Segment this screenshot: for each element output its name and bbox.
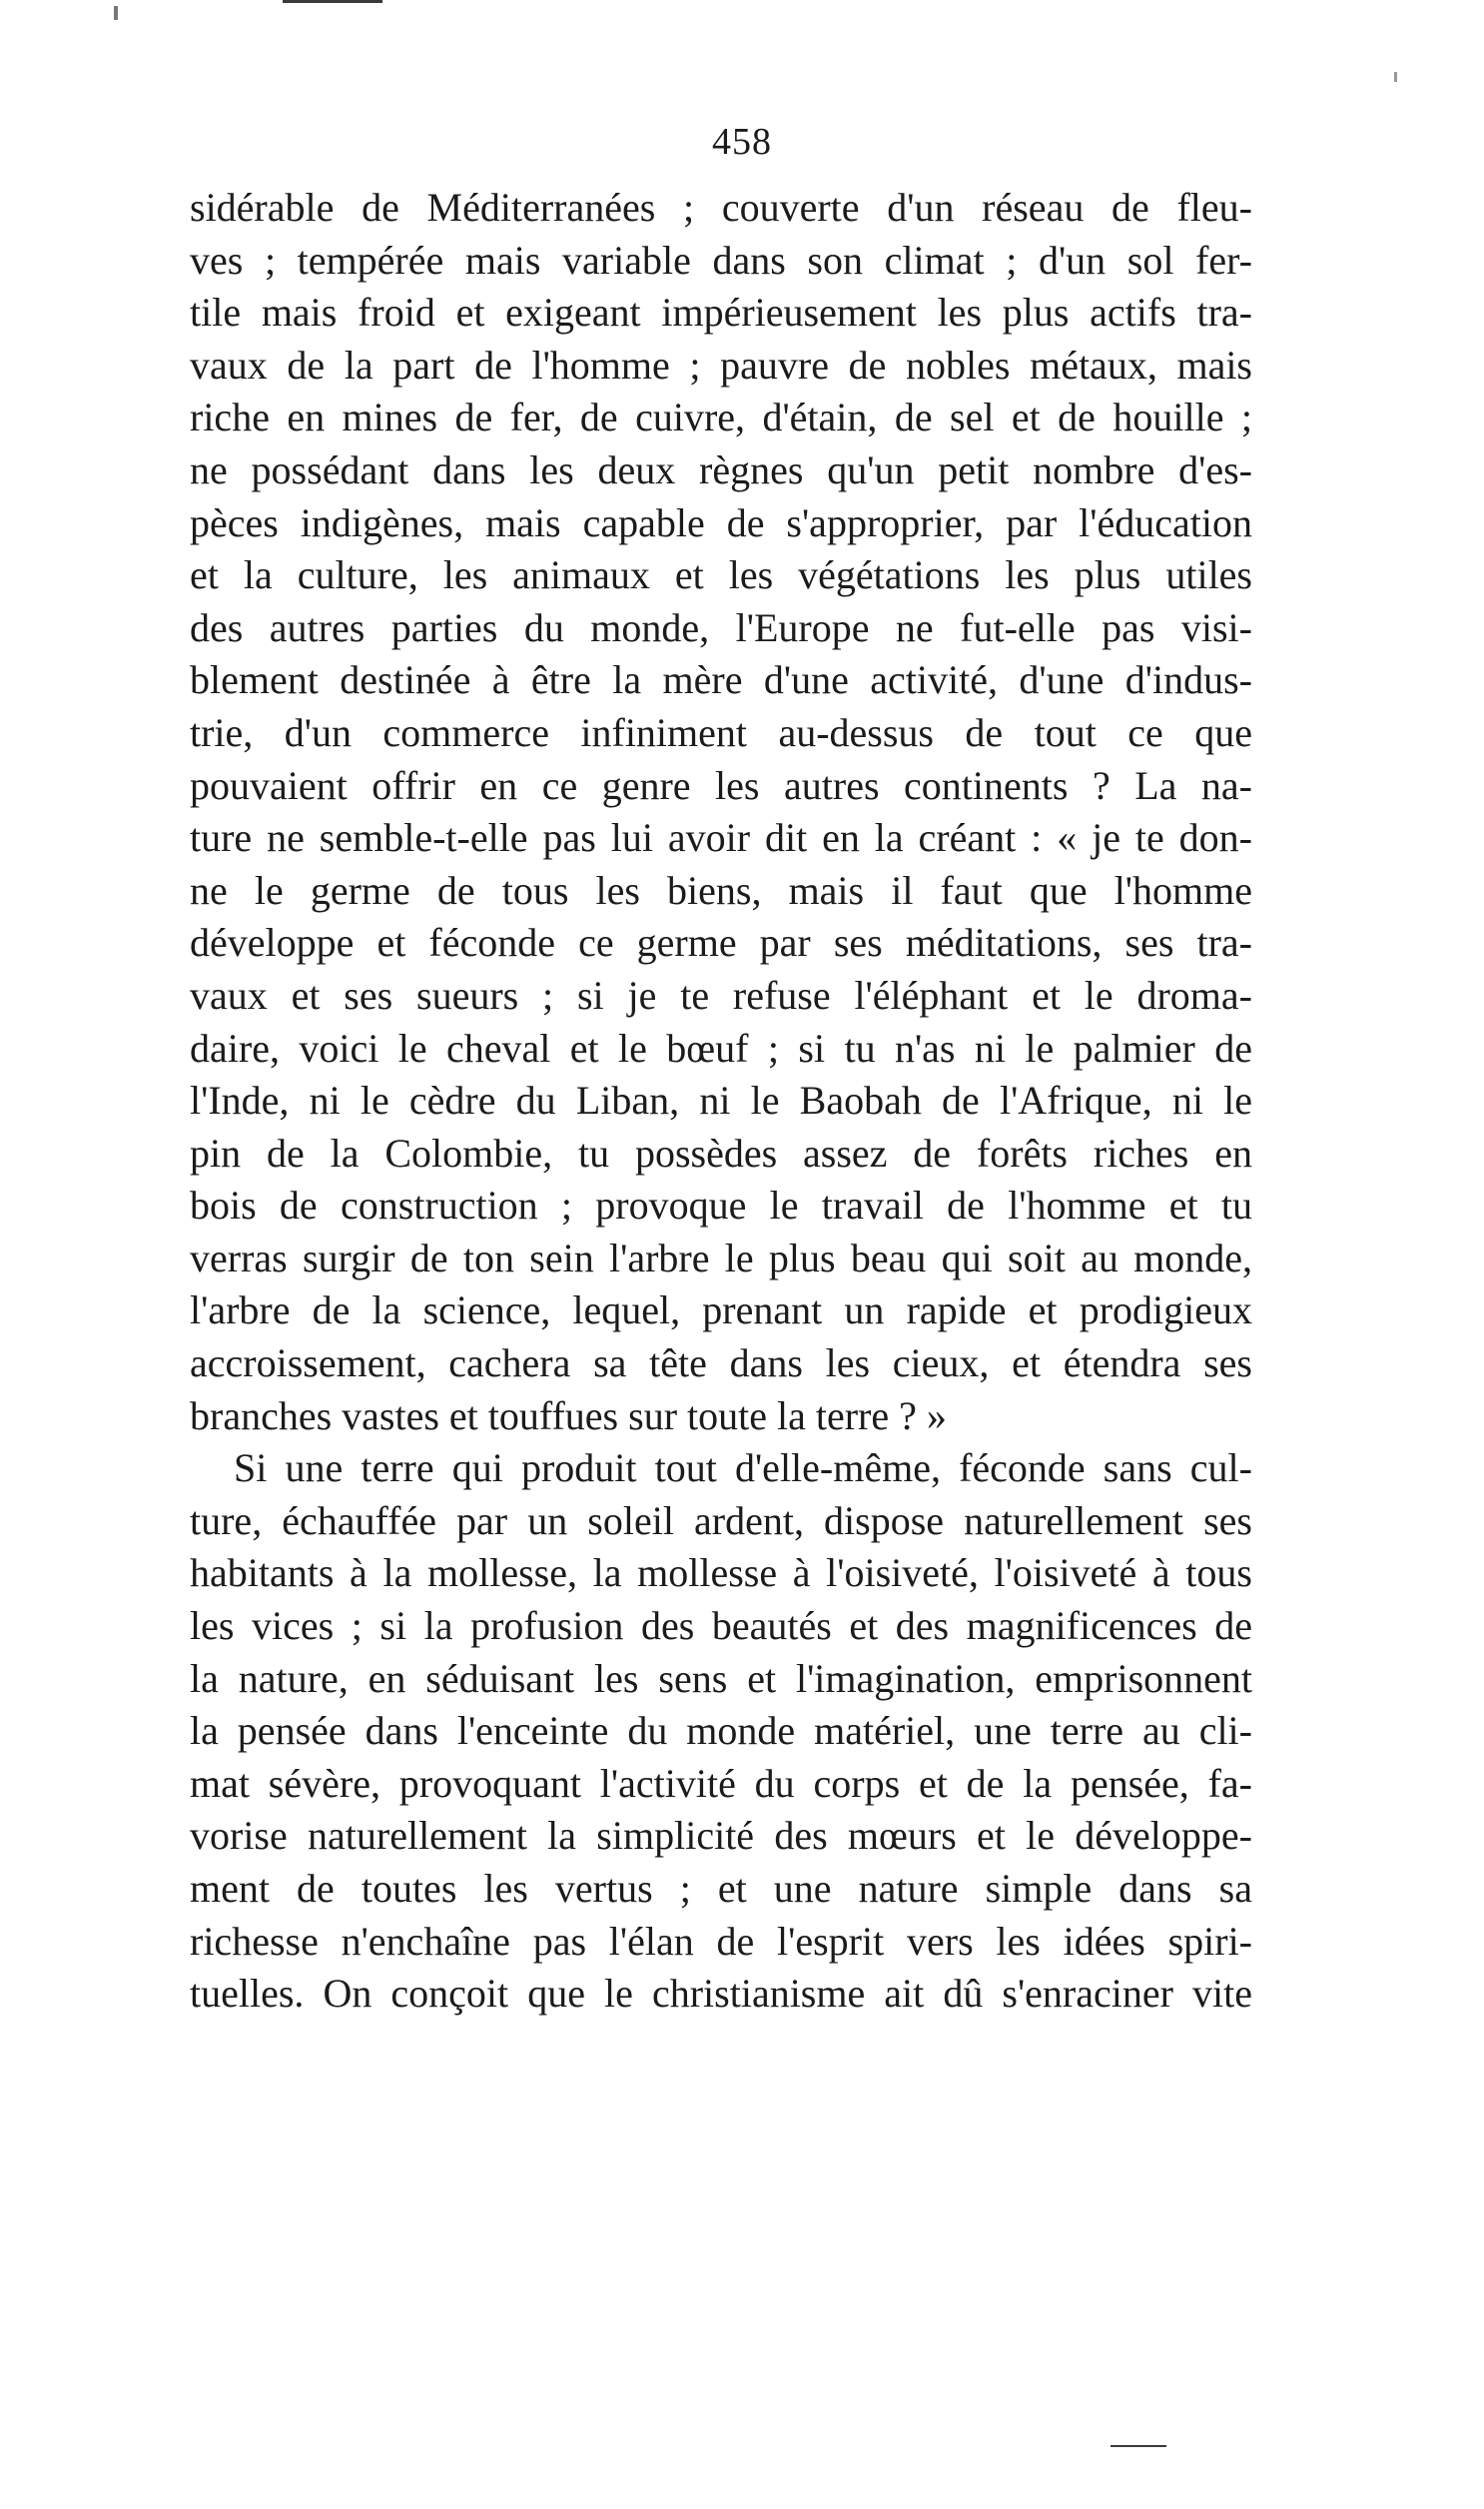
text-line: ves ; tempérée mais variable dans son climat ; d'un sol fer-: [190, 237, 1252, 283]
text-line: richesse n'enchaîne pas l'élan de l'esprit vers les idées spiri-: [190, 1918, 1252, 1964]
text-line: verras surgir de ton sein l'arbre le plus beau qui soit au monde,: [190, 1235, 1252, 1280]
text-line: pèces indigènes, mais capable de s'approprier, par l'éducation: [190, 499, 1252, 545]
text-line: tuelles. On conçoit que le christianisme ait dû s'enraciner vite: [190, 1971, 1252, 2017]
text-line: et la culture, les animaux et les végétations les plus utiles: [190, 552, 1252, 598]
page-number: 458: [712, 121, 772, 163]
text-line: daire, voici le cheval et le bœuf ; si tu n'as ni le palmier de: [190, 1025, 1252, 1071]
text-line: sidérable de Méditerranées ; couverte d'un réseau de fleu-: [190, 185, 1252, 230]
paragraph-first-line: Si une terre qui produit tout d'elle-même, féconde sans cul-: [234, 1445, 1252, 1491]
text-line: bois de construction ; provoque le travail de l'homme et tu: [190, 1183, 1252, 1229]
text-line: ture ne semble-t-elle pas lui avoir dit en la créant : « je te don-: [190, 815, 1252, 861]
text-line: habitants à la mollesse, la mollesse à l'oisiveté, l'oisiveté à tous: [190, 1550, 1252, 1596]
scan-mark: [114, 6, 118, 20]
bottom-rule: [1111, 2445, 1166, 2447]
text-line: des autres parties du monde, l'Europe ne fut-elle pas visi-: [190, 604, 1252, 650]
text-line: vorise naturellement la simplicité des mœurs et le développe-: [190, 1813, 1252, 1859]
scan-mark: [1394, 72, 1397, 82]
text-line: l'arbre de la science, lequel, prenant un rapide et prodigieux: [190, 1287, 1252, 1333]
text-line: mat sévère, provoquant l'activité du corps et de la pensée, fa-: [190, 1760, 1252, 1806]
text-line: ture, échauffée par un soleil ardent, dispose naturellement ses: [190, 1497, 1252, 1543]
text-line: riche en mines de fer, de cuivre, d'étain, de sel et de houille ;: [190, 395, 1252, 440]
text-line: ne possédant dans les deux règnes qu'un petit nombre d'es-: [190, 446, 1252, 492]
text-line: pouvaient offrir en ce genre les autres continents ? La na-: [190, 762, 1252, 808]
text-line: vaux de la part de l'homme ; pauvre de nobles métaux, mais: [190, 342, 1252, 388]
text-line: branches vastes et touffues sur toute la terre ? »: [190, 1392, 947, 1438]
text-line: développe et féconde ce germe par ses méditations, ses tra-: [190, 920, 1252, 966]
text-line: la nature, en séduisant les sens et l'imagination, emprisonnent: [190, 1655, 1252, 1701]
text-line: les vices ; si la profusion des beautés et des magnificences de: [190, 1603, 1252, 1649]
text-line: blement destinée à être la mère d'une activité, d'une d'indus-: [190, 657, 1252, 703]
text-line: ment de toutes les vertus ; et une nature simple dans sa: [190, 1866, 1252, 1911]
text-line: tile mais froid et exigeant impérieusement les plus actifs tra-: [190, 290, 1252, 336]
text-line: l'Inde, ni le cèdre du Liban, ni le Baobah de l'Afrique, ni le: [190, 1078, 1252, 1124]
text-line: ne le germe de tous les biens, mais il faut que l'homme: [190, 867, 1252, 913]
text-line: la pensée dans l'enceinte du monde matériel, une terre au cli-: [190, 1708, 1252, 1754]
body-text: [190, 182, 1252, 2021]
text-line: accroissement, cachera sa tête dans les cieux, et étendra ses: [190, 1340, 1252, 1386]
text-line: vaux et ses sueurs ; si je te refuse l'éléphant et le droma-: [190, 972, 1252, 1018]
text-line: pin de la Colombie, tu possèdes assez de forêts riches en: [190, 1130, 1252, 1176]
top-rule: [283, 0, 382, 3]
text-line: trie, d'un commerce infiniment au-dessus de tout ce que: [190, 709, 1252, 755]
